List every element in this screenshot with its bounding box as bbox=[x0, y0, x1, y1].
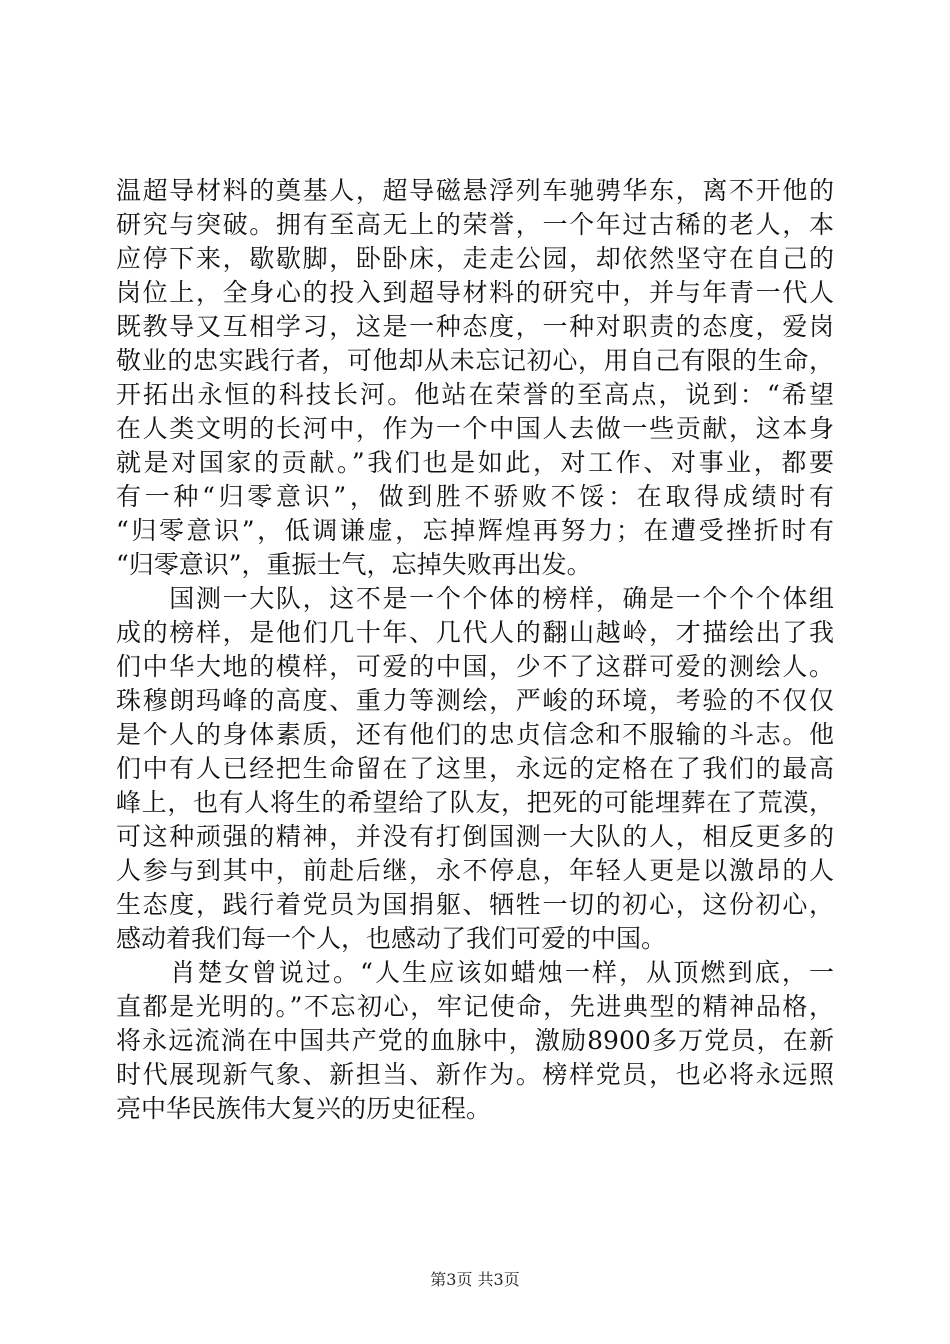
text-line: 温超导材料的奠基人，超导磁悬浮列车驰骋华东，离不开他的 bbox=[116, 176, 834, 205]
text-line: 肖楚女曾说过。“人生应该如蜡烛一样，从顶燃到底，一 bbox=[116, 958, 834, 987]
text-line: 亮中华民族伟大复兴的历史征程。 bbox=[116, 1094, 492, 1123]
text-line: 将永远流淌在中国共产党的血脉中，激励8900多万党员，在新 bbox=[116, 1026, 834, 1055]
text-line: 人参与到其中，前赴后继，永不停息，年轻人更是以激昂的人 bbox=[116, 856, 834, 885]
paragraph bbox=[116, 956, 834, 1126]
text-line: 感动着我们每一个人，也感动了我们可爱的中国。 bbox=[116, 924, 667, 953]
text-line: 在人类文明的长河中，作为一个中国人去做一些贡献，这本身 bbox=[116, 414, 834, 443]
body-text bbox=[116, 174, 834, 1126]
text-line: 应停下来，歇歇脚，卧卧床，走走公园，却依然坚守在自己的 bbox=[116, 244, 834, 273]
text-line: 时代展现新气象、新担当、新作为。榜样党员，也必将永远照 bbox=[116, 1060, 834, 1089]
text-line: 开拓出永恒的科技长河。他站在荣誉的至高点，说到：“希望 bbox=[116, 380, 834, 409]
paragraph bbox=[116, 582, 834, 956]
text-line: 生态度，践行着党员为国捐躯、牺牲一切的初心，这份初心， bbox=[116, 890, 834, 919]
text-line: “归零意识”，低调谦虚，忘掉辉煌再努力；在遭受挫折时有 bbox=[116, 516, 834, 545]
text-line: 岗位上，全身心的投入到超导材料的研究中，并与年青一代人 bbox=[116, 278, 834, 307]
text-line: 敬业的忠实践行者，可他却从未忘记初心，用自己有限的生命， bbox=[116, 346, 834, 375]
text-line: 有一种“归零意识”，做到胜不骄败不馁：在取得成绩时有 bbox=[116, 482, 834, 511]
text-line: 珠穆朗玛峰的高度、重力等测绘，严峻的环境，考验的不仅仅 bbox=[116, 686, 834, 715]
text-line: 们中华大地的模样，可爱的中国，少不了这群可爱的测绘人。 bbox=[116, 652, 834, 681]
page-number: 第3页 共3页 bbox=[430, 1270, 520, 1289]
text-line: 研究与突破。拥有至高无上的荣誉，一个年过古稀的老人，本 bbox=[116, 210, 834, 239]
text-line: “归零意识”，重振士气，忘掉失败再出发。 bbox=[116, 550, 592, 579]
text-line: 国测一大队，这不是一个个体的榜样，确是一个个个体组 bbox=[116, 584, 834, 613]
text-line: 们中有人已经把生命留在了这里，永远的定格在了我们的最高 bbox=[116, 754, 834, 783]
text-line: 峰上，也有人将生的希望给了队友，把死的可能埋葬在了荒漠， bbox=[116, 788, 834, 817]
text-line: 是个人的身体素质，还有他们的忠贞信念和不服输的斗志。他 bbox=[116, 720, 834, 749]
text-line: 既教导又互相学习，这是一种态度，一种对职责的态度，爱岗 bbox=[116, 312, 834, 341]
text-line: 就是对国家的贡献。”我们也是如此，对工作、对事业，都要 bbox=[116, 448, 834, 477]
text-line: 直都是光明的。”不忘初心，牢记使命，先进典型的精神品格， bbox=[116, 992, 834, 1021]
text-line: 可这种顽强的精神，并没有打倒国测一大队的人，相反更多的 bbox=[116, 822, 834, 851]
text-line: 成的榜样，是他们几十年、几代人的翻山越岭，才描绘出了我 bbox=[116, 618, 834, 647]
paragraph bbox=[116, 174, 834, 582]
